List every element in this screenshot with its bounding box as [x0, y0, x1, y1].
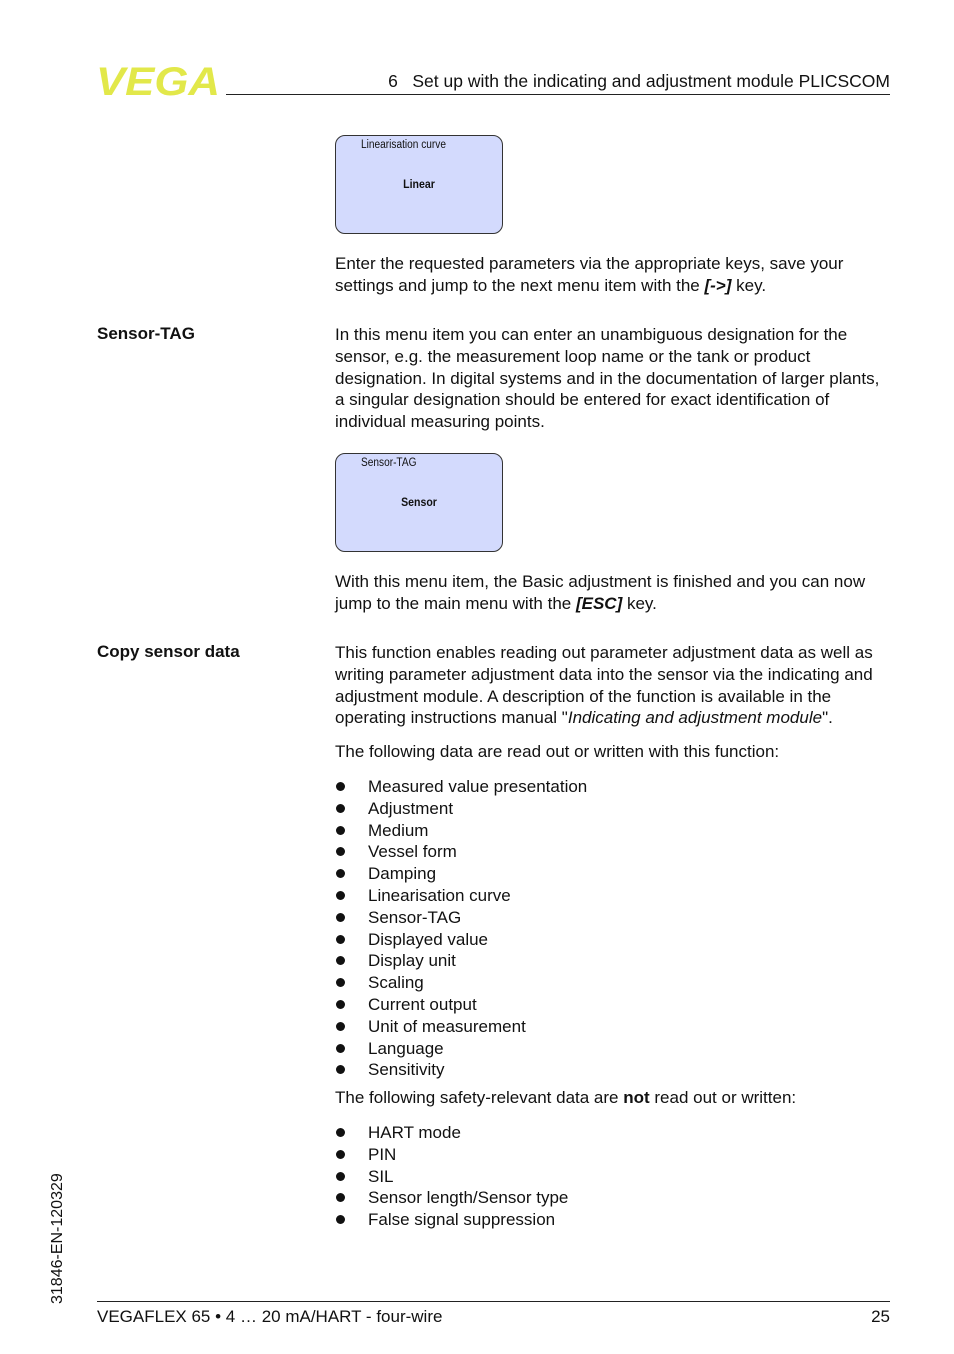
display-title: Sensor-TAG	[361, 457, 417, 469]
copied-data-list	[335, 776, 587, 1081]
display-value: Linear	[403, 177, 435, 191]
list-item: Vessel form	[335, 841, 587, 863]
list-item: Unit of measurement	[335, 1016, 587, 1038]
footer-rule	[97, 1301, 890, 1302]
page-number: 25	[871, 1307, 890, 1326]
section-label-sensor-tag: Sensor-TAG	[97, 324, 195, 343]
list-item: HART mode	[335, 1122, 568, 1144]
display-value: Sensor	[401, 495, 437, 509]
header-rule	[226, 94, 890, 95]
list-item: Language	[335, 1038, 587, 1060]
list-item: Measured value presentation	[335, 776, 587, 798]
list-item: SIL	[335, 1166, 568, 1188]
paragraph-safety-intro: The following safety-relevant data are not read out or written:	[335, 1088, 797, 1107]
list-item: Sensor length/Sensor type	[335, 1187, 568, 1209]
paragraph-enter-parameters: Enter the requested parameters via the appropriate keys, save your settings and jump to the next menu item with the [->] key.	[335, 254, 844, 295]
list-item: PIN	[335, 1144, 568, 1166]
footer-product: VEGAFLEX 65 • 4 … 20 mA/HART - four-wire	[97, 1307, 443, 1326]
list-item: Damping	[335, 863, 587, 885]
list-item: Medium	[335, 820, 587, 842]
safety-data-list	[335, 1122, 568, 1231]
list-item: False signal suppression	[335, 1209, 568, 1231]
section-label-copy-sensor-data: Copy sensor data	[97, 642, 240, 661]
key-next: [->]	[704, 275, 732, 295]
list-item: Current output	[335, 994, 587, 1016]
paragraph-data-intro: The following data are read out or written with this function:	[335, 742, 780, 761]
vega-logo	[96, 64, 220, 98]
paragraph-basic-adjustment-finished: With this menu item, the Basic adjustment is finished and you can now jump to the main menu with the [ESC] key.	[335, 572, 866, 613]
list-item: Adjustment	[335, 798, 587, 820]
document-code: 31846-EN-120329	[49, 1173, 66, 1304]
key-esc: [ESC]	[575, 593, 623, 613]
list-item: Display unit	[335, 950, 587, 972]
list-item: Scaling	[335, 972, 587, 994]
list-item: Linearisation curve	[335, 885, 587, 907]
chapter-heading: 6 Set up with the indicating and adjustment module PLICSCOM	[388, 71, 890, 91]
display-title: Linearisation curve	[361, 139, 446, 151]
paragraph-copy-sensor-data: This function enables reading out parameter adjustment data as well as writing parameter adjustment data into the sensor via the indicating and adjustment module. A description of the function is available in the operating instructions manual "Indicating and adjustment module".	[335, 643, 873, 728]
list-item: Displayed value	[335, 929, 587, 951]
vega-logo-text: VEGA	[96, 64, 220, 98]
display-linearisation-curve	[335, 135, 503, 234]
paragraph-sensor-tag: In this menu item you can enter an unambiguous designation for the sensor, e.g. the measurement loop name or the tank or product designation. In digital systems and in the documentation of larger plants, a singular designation should be entered for exact identification of individual measuring points.	[335, 325, 880, 432]
display-sensor-tag	[335, 453, 503, 552]
list-item: Sensitivity	[335, 1059, 587, 1081]
list-item: Sensor-TAG	[335, 907, 587, 929]
